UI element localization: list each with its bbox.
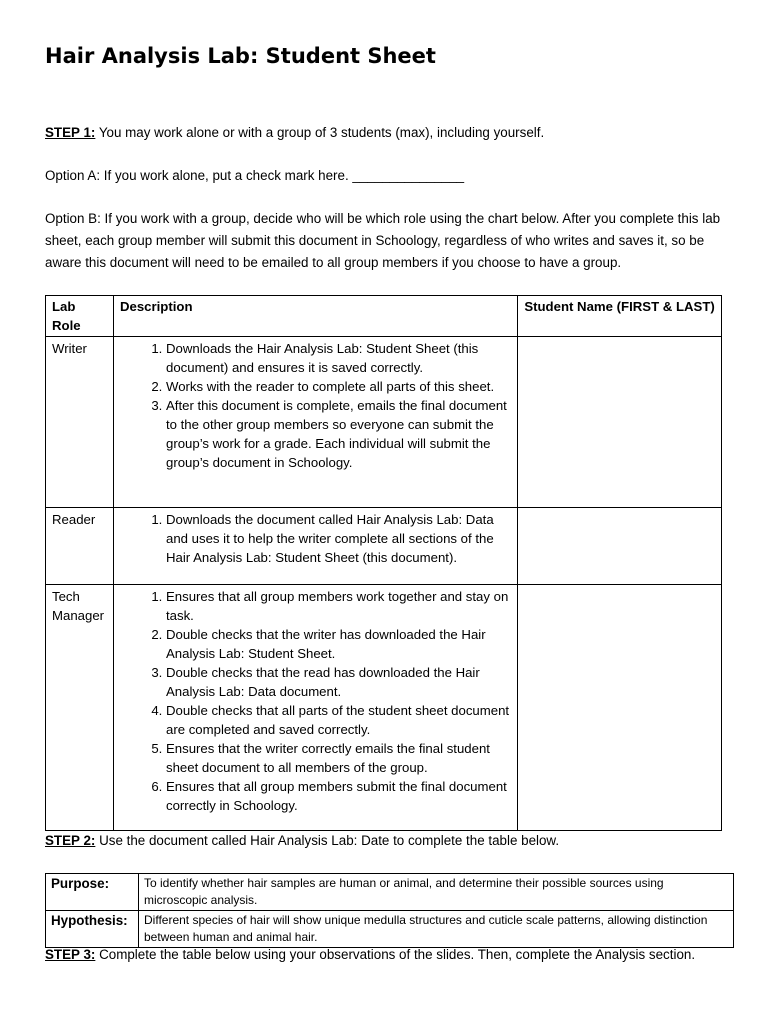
- list-item: 3. After this document is complete, emails the final document to the other group members so everyone can submit the group’s work for a grade. Each individual will submit the group’s document in Schoology.: [166, 396, 517, 472]
- student-name-cell[interactable]: [518, 337, 722, 508]
- table-row: [46, 585, 722, 831]
- role-tech-manager: Tech Manager: [46, 585, 114, 831]
- role-description: [113, 508, 517, 585]
- step1-label: STEP 1:: [45, 125, 96, 140]
- role-reader: Reader: [46, 508, 114, 585]
- roles-table: [45, 295, 722, 831]
- step1-paragraph: [45, 122, 727, 144]
- table-row: [46, 508, 722, 585]
- description-list: [114, 510, 517, 567]
- option-a-paragraph: Option A: If you work alone, put a check mark here. _______________: [45, 168, 465, 183]
- step2-label: STEP 2:: [45, 833, 96, 848]
- purpose-text: To identify whether hair samples are human or animal, and determine their possible sources using microscopic analysis.: [139, 874, 734, 911]
- purpose-label: Purpose:: [46, 874, 139, 911]
- step3-label: STEP 3:: [45, 947, 96, 962]
- roles-header-row: [46, 296, 722, 337]
- hypothesis-row: [46, 911, 734, 948]
- list-item: 3. Double checks that the read has downloaded the Hair Analysis Lab: Data document.: [166, 663, 517, 701]
- table-row: [46, 337, 722, 508]
- student-name-cell[interactable]: [518, 508, 722, 585]
- option-b-paragraph: Option B: If you work with a group, decide who will be which role using the chart below. After you complete this lab sheet, each group member will submit this document in Schoology, regardless of who writes and saves it, so be aware this document will need to be emailed to all group members if you choose to have a group.: [45, 211, 721, 270]
- step2-paragraph: [45, 830, 727, 852]
- list-item: 2. Works with the reader to complete all parts of this sheet.: [166, 377, 517, 396]
- step1-text: You may work alone or with a group of 3 students (max), including yourself.: [95, 125, 545, 140]
- hypothesis-label: Hypothesis:: [46, 911, 139, 948]
- description-list: [114, 339, 517, 472]
- list-item: 5. Ensures that the writer correctly emails the final student sheet document to all members of the group.: [166, 739, 517, 777]
- role-description: [113, 585, 517, 831]
- header-lab-role: Lab Role: [46, 296, 114, 337]
- list-item: 1. Downloads the document called Hair Analysis Lab: Data and uses it to help the writer complete all sections of the Hair Analysis Lab: Student Sheet (this document).: [166, 510, 517, 567]
- description-list: [114, 587, 517, 815]
- purpose-hypothesis-table: [45, 873, 734, 948]
- list-item: 1. Ensures that all group members work together and stay on task.: [166, 587, 517, 625]
- list-item: 4. Double checks that all parts of the student sheet document are completed and saved correctly.: [166, 701, 517, 739]
- document-title: Hair Analysis Lab: Student Sheet: [45, 44, 436, 68]
- header-student-name: Student Name (FIRST & LAST): [518, 296, 722, 337]
- step2-text: Use the document called Hair Analysis Lab: Date to complete the table below.: [95, 833, 560, 848]
- list-item: 6. Ensures that all group members submit the final document correctly in Schoology.: [166, 777, 517, 815]
- purpose-row: [46, 874, 734, 911]
- step3-text: Complete the table below using your observations of the slides. Then, complete the Analysis section.: [95, 947, 696, 962]
- student-name-cell[interactable]: [518, 585, 722, 831]
- role-description: [113, 337, 517, 508]
- hypothesis-text: Different species of hair will show unique medulla structures and cuticle scale patterns, allowing distinction between human and animal hair.: [139, 911, 734, 948]
- list-item: 2. Double checks that the writer has downloaded the Hair Analysis Lab: Student Sheet.: [166, 625, 517, 663]
- step3-paragraph: [45, 944, 727, 966]
- header-description: Description: [113, 296, 517, 337]
- role-writer: Writer: [46, 337, 114, 508]
- list-item: 1. Downloads the Hair Analysis Lab: Student Sheet (this document) and ensures it is saved correctly.: [166, 339, 517, 377]
